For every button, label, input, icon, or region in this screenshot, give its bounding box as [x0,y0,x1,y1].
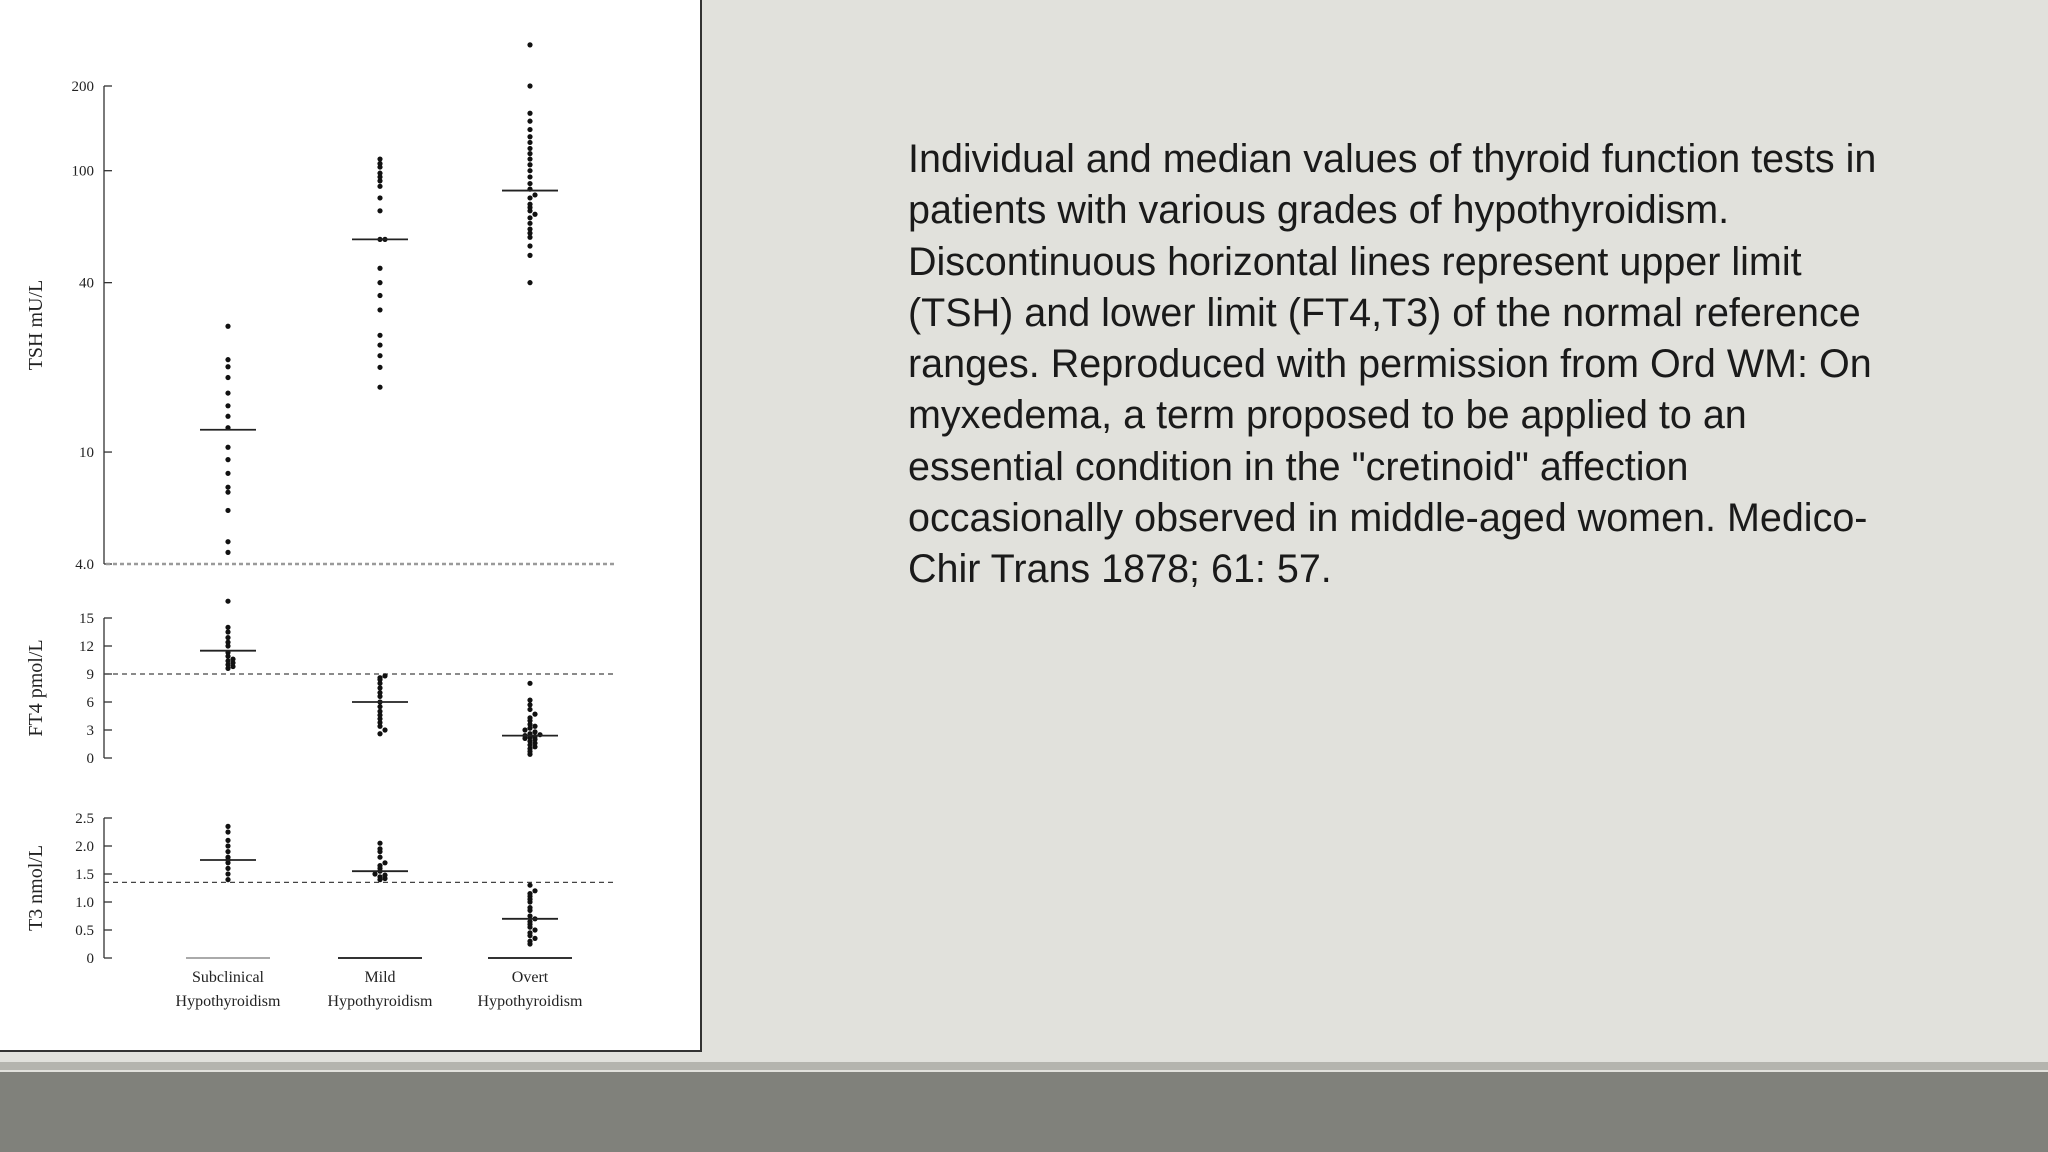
data-point-2-1-12 [377,841,382,846]
data-point-0-1-7 [377,280,382,285]
data-point-2-2-4 [527,930,532,935]
group-label-line1-2: Overt [511,969,549,986]
group-label-line1-1: Mild [364,969,396,986]
marks-layer [200,42,558,946]
data-point-0-0-14 [225,357,230,362]
data-point-2-2-2 [532,936,537,941]
data-point-1-1-11 [377,685,382,690]
data-point-0-2-22 [527,140,532,145]
y-tick-label-1-3: 9 [86,667,94,683]
group-label-line2-0: Hypothyroidism [175,993,281,1010]
data-point-0-1-12 [377,195,382,200]
data-point-0-2-16 [527,174,532,179]
data-point-1-2-23 [527,702,532,707]
data-point-0-0-4 [225,485,230,490]
data-point-2-2-1 [527,939,532,944]
data-point-2-0-5 [225,855,230,860]
data-point-2-0-10 [225,824,230,829]
data-point-0-2-25 [527,119,532,124]
data-point-2-2-5 [532,927,537,932]
data-point-2-0-0 [225,877,230,882]
data-point-0-2-27 [527,83,532,88]
data-point-0-2-2 [527,243,532,248]
data-point-2-2-16 [527,891,532,896]
data-point-1-1-7 [377,704,382,709]
data-point-0-2-7 [527,215,532,220]
data-point-0-2-5 [527,227,532,232]
data-point-1-0-13 [225,599,230,604]
data-point-0-2-6 [527,221,532,226]
data-point-0-0-0 [225,550,230,555]
data-point-0-0-9 [225,414,230,419]
data-point-0-1-6 [377,293,382,298]
data-point-1-1-14 [377,675,382,680]
data-point-0-0-3 [225,490,230,495]
data-point-0-2-26 [527,111,532,116]
data-point-0-0-5 [225,471,230,476]
data-point-0-2-21 [527,146,532,151]
y-tick-label-0-2: 40 [79,275,94,292]
y-tick-label-2-4: 2.0 [75,839,94,855]
data-point-0-1-16 [377,171,382,176]
footer-divider [0,1062,2048,1070]
data-point-0-2-12 [527,195,532,200]
y-tick-label-0-1: 10 [79,445,94,462]
data-point-0-0-6 [225,457,230,462]
data-point-1-1-0 [377,731,382,736]
group-label-line2-1: Hypothyroidism [327,993,433,1010]
data-point-0-2-19 [527,156,532,161]
data-point-0-0-7 [225,445,230,450]
data-point-2-1-11 [377,846,382,851]
y-axis-title-1: FT4 pmol/L [25,639,47,737]
data-point-1-0-12 [225,625,230,630]
data-point-2-2-18 [527,883,532,888]
data-point-0-1-4 [377,333,382,338]
data-point-1-0-11 [225,629,230,634]
y-tick-label-1-4: 12 [79,639,94,655]
data-point-0-0-11 [225,390,230,395]
data-point-1-0-9 [225,640,230,645]
data-point-0-2-28 [527,42,532,47]
data-point-0-1-3 [377,342,382,347]
data-point-2-0-2 [225,866,230,871]
data-point-0-0-15 [225,324,230,329]
y-tick-label-2-2: 1.0 [75,895,94,911]
data-point-0-1-0 [377,385,382,390]
data-point-0-0-13 [225,364,230,369]
data-point-2-2-12 [527,905,532,910]
y-axis-title-2: T3 nmol/L [25,844,47,932]
data-point-0-1-2 [377,353,382,358]
figure-caption: Individual and median values of thyroid function tests in patients with various grades of hypothyroidism. Discontinuous horizontal lines represent upper limit (TSH) and lower limit (FT4,T3) of the normal reference ranges. Reproduced with permission from Ord WM: On myxedema, a term proposed to be applied to an essential condition in the "cretinoid" affection occasionally observed in middle-aged women. Medico-Chir Trans 1878; 61: 57. [908,137,1888,592]
data-point-1-1-6 [377,709,382,714]
data-point-0-0-10 [225,403,230,408]
data-point-0-2-23 [527,134,532,139]
data-point-0-1-11 [377,208,382,213]
data-point-2-1-8 [382,860,387,865]
data-point-0-2-1 [527,253,532,258]
thyroid-function-chart [0,0,700,1050]
data-point-0-2-24 [527,127,532,132]
group-label-line2-2: Hypothyroidism [477,993,583,1010]
data-point-0-2-17 [527,168,532,173]
data-point-0-1-1 [377,365,382,370]
data-point-1-0-5 [230,656,235,661]
data-point-1-2-25 [527,681,532,686]
data-point-2-0-7 [225,843,230,848]
data-point-1-0-4 [225,658,230,663]
data-point-2-1-2 [377,874,382,879]
figure-panel [0,0,702,1052]
y-tick-label-0-3: 100 [71,163,94,180]
data-point-0-1-19 [377,156,382,161]
data-point-0-2-0 [527,280,532,285]
y-axis-title-0: TSH mU/L [25,279,47,371]
labels-layer [25,79,583,1010]
data-point-2-2-8 [527,919,532,924]
y-tick-label-2-1: 0.5 [75,923,94,939]
data-point-0-1-5 [377,307,382,312]
y-tick-label-1-5: 15 [79,611,94,627]
data-point-1-0-10 [225,635,230,640]
data-point-1-1-10 [377,690,382,695]
y-tick-label-0-4: 200 [71,79,94,95]
y-tick-label-2-0: 0 [86,951,94,967]
data-point-1-1-15 [382,673,387,678]
data-point-2-0-1 [225,871,230,876]
data-point-2-0-8 [225,838,230,843]
data-point-2-1-9 [377,855,382,860]
data-point-2-0-6 [225,849,230,854]
data-point-1-2-14 [532,729,537,734]
data-point-1-2-20 [527,715,532,720]
data-point-0-2-18 [527,162,532,167]
y-tick-label-1-1: 3 [86,723,94,739]
y-tick-label-0-0: 4.0 [75,557,94,573]
data-point-0-1-8 [377,266,382,271]
data-point-0-0-12 [225,375,230,380]
data-point-2-0-9 [225,829,230,834]
data-point-0-2-13 [532,192,537,197]
data-point-1-2-21 [532,712,537,717]
data-point-0-1-13 [377,184,382,189]
data-point-2-1-7 [377,863,382,868]
data-point-0-0-2 [225,508,230,513]
data-point-1-1-1 [382,727,387,732]
data-point-1-2-15 [522,727,527,732]
data-point-0-2-11 [527,202,532,207]
footer-band [0,1072,2048,1152]
data-point-1-2-24 [527,698,532,703]
data-point-0-2-8 [532,212,537,217]
data-point-2-2-10 [527,913,532,918]
y-tick-label-1-0: 0 [86,751,94,767]
y-tick-label-2-3: 1.5 [75,867,94,883]
data-point-2-1-3 [382,873,387,878]
data-point-0-0-1 [225,539,230,544]
axes-layer [104,86,614,958]
data-point-2-1-4 [372,871,377,876]
group-label-line1-0: Subclinical [192,969,264,986]
data-point-0-1-18 [377,161,382,166]
y-tick-label-1-2: 6 [86,695,94,711]
y-tick-label-2-5: 2.5 [75,811,94,827]
data-point-0-2-15 [527,181,532,186]
data-point-1-2-17 [532,724,537,729]
data-point-0-2-20 [527,151,532,156]
data-point-1-2-22 [527,707,532,712]
data-point-2-2-17 [532,888,537,893]
